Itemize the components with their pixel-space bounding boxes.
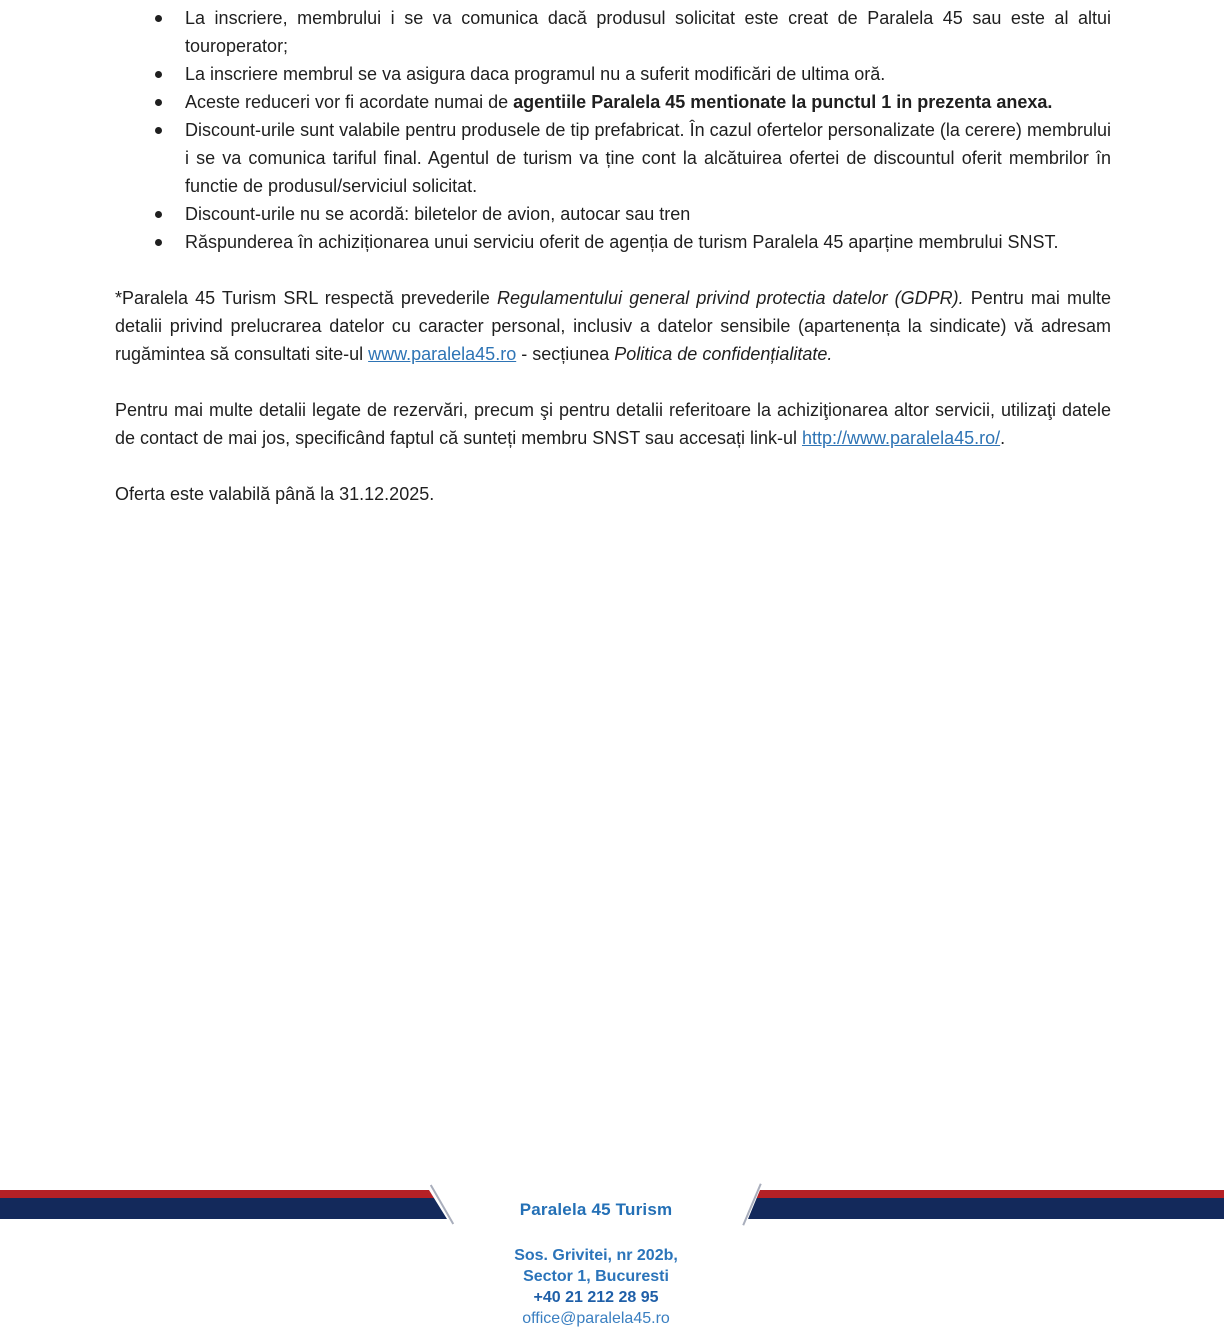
text-run: Răspunderea în achiziționarea unui serviciu oferit de agenția de turism Paralela 45 aparține membrului SNST. bbox=[185, 232, 1059, 252]
text-run: - secțiunea bbox=[516, 344, 615, 364]
list-item bbox=[115, 4, 1111, 60]
footer-email[interactable]: office@paralela45.ro bbox=[522, 1310, 670, 1327]
list-item bbox=[115, 228, 1111, 256]
text-run: Pentru mai multe detalii legate de rezervări, precum şi pentru detalii referitoare la achiziţionarea altor servicii, utilizaţi datele de contact de mai jos, specificând faptul că sunteți membru SNST sau accesați link-ul bbox=[115, 400, 1111, 448]
text-run: Discount-urile nu se acordă: biletelor de avion, autocar sau tren bbox=[185, 204, 691, 224]
hyperlink[interactable]: http://www.paralela45.ro/ bbox=[802, 428, 1001, 448]
paragraph bbox=[115, 480, 1111, 508]
text-run: Pentru mai multe detalii privind prelucrarea datelor cu caracter personal, inclusiv a datelor sensibile (apartenența la sindicate) vă adresam rugămintea să consultati site-ul bbox=[115, 288, 1111, 364]
footer bbox=[446, 1200, 746, 1329]
list-item bbox=[115, 200, 1111, 228]
footer-stripe-left bbox=[0, 1190, 450, 1219]
paragraph-section bbox=[115, 284, 1111, 508]
text-run: La inscriere membrul se va asigura daca programul nu a suferit modificări de ultima oră. bbox=[185, 64, 886, 84]
text-run: agentiile Paralela 45 mentionate la punctul 1 in prezenta anexa. bbox=[513, 92, 1053, 112]
text-run: Politica de confidențialitate. bbox=[614, 344, 833, 364]
paragraph bbox=[115, 396, 1111, 452]
paragraph bbox=[115, 284, 1111, 368]
text-run: Regulamentului general privind protectia datelor (GDPR). bbox=[497, 288, 964, 308]
footer-phone: +40 21 212 28 95 bbox=[533, 1289, 659, 1306]
text-run: Oferta este valabilă până la 31.12.2025. bbox=[115, 484, 435, 504]
text-run: Discount-urile sunt valabile pentru produsele de tip prefabricat. În cazul ofertelor personalizate (la cerere) membrului i se va comunica tariful final. Agentul de turism va ține cont la alcătuirea ofertei de discountul oferit membrilor în functie de produsul/serviciul solicitat. bbox=[185, 120, 1111, 196]
footer-address-line1: Sos. Grivitei, nr 202b, bbox=[514, 1247, 678, 1264]
list-item bbox=[115, 88, 1111, 116]
text-run: *Paralela 45 Turism SRL respectă prevederile bbox=[115, 288, 498, 308]
text-run: . bbox=[1000, 428, 1006, 448]
text-run: La inscriere, membrului i se va comunica dacă produsul solicitat este creat de Paralela 45 sau este al altui touroperator; bbox=[185, 8, 1111, 56]
footer-address-line2: Sector 1, Bucuresti bbox=[523, 1268, 669, 1285]
hyperlink[interactable]: www.paralela45.ro bbox=[368, 344, 517, 364]
footer-brand-logo: Paralela 45 Turism bbox=[519, 1200, 673, 1219]
text-run: Aceste reduceri vor fi acordate numai de bbox=[185, 92, 514, 112]
document-body bbox=[115, 4, 1111, 508]
list-item bbox=[115, 60, 1111, 88]
footer-address-block bbox=[446, 1245, 746, 1329]
footer-stripe-right bbox=[746, 1190, 1224, 1219]
bullet-list bbox=[115, 4, 1111, 256]
list-item bbox=[115, 116, 1111, 200]
